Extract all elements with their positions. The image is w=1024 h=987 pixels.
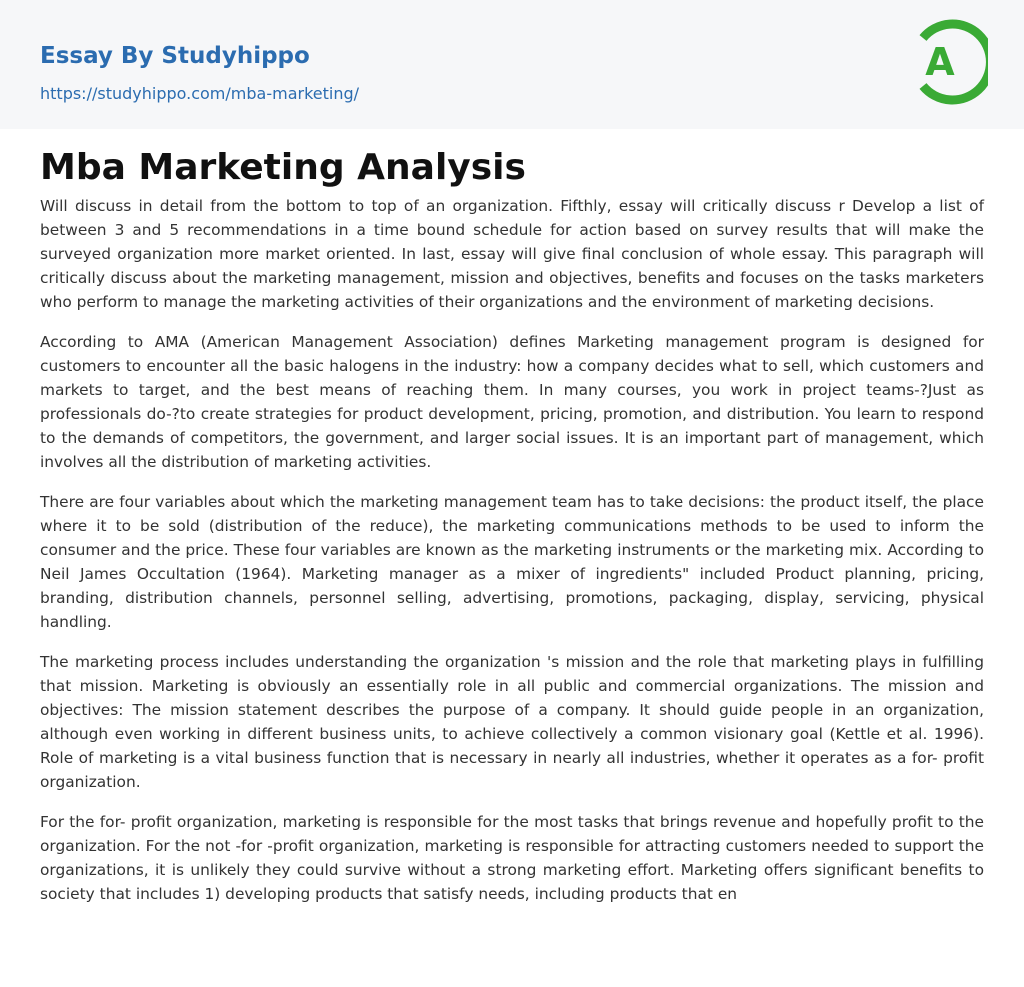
brand-title: Essay By Studyhippo bbox=[40, 43, 310, 69]
logo-letter: A bbox=[925, 40, 955, 84]
source-url-link[interactable]: https://studyhippo.com/mba-marketing/ bbox=[40, 84, 360, 103]
studyhippo-logo-icon[interactable] bbox=[912, 18, 988, 106]
essay-paragraph: Will discuss in detail from the bottom to top of an organization. Fifthly, essay will critically discuss r Develop a list of between 3 and 5 recommendations in a time bound schedule for action based on survey results that will make the surveyed organization more market oriented. In last, essay will give final conclusion of whole essay. This paragraph will critically discuss about the marketing management, mission and objectives, benefits and focuses on the tasks marketers who perform to manage the marketing activities of their organizations and the environment of marketing decisions. bbox=[40, 197, 984, 311]
essay-paragraph: The marketing process includes understanding the organization 's mission and the role that marketing plays in fulfilling that mission. Marketing is obviously an essentially role in all public and commercial organizations. The mission and objectives: The mission statement describes the purpose of a company. It should guide people in an organization, although even working in different business units, to achieve collectively a common visionary goal (Kettle et al. 1996). Role of marketing is a vital business function that is necessary in nearly all industries, whether it operates as a for- profit organization. bbox=[40, 653, 984, 791]
essay-paragraph: According to AMA (American Management Association) defines Marketing management program is designed for customers to encounter all the basic halogens in the industry: how a company decides what to sell, which customers and markets to target, and the best means of reaching them. In many courses, you work in project teams-?Just as professionals do-?to create strategies for product development, pricing, promotion, and distribution. You learn to respond to the demands of competitors, the government, and larger social issues. It is an important part of management, which involves all the distribution of marketing activities. bbox=[40, 333, 984, 471]
essay-body bbox=[40, 194, 984, 922]
page-title: Mba Marketing Analysis bbox=[40, 147, 526, 188]
essay-paragraph: There are four variables about which the marketing management team has to take decisions: the product itself, the place where it to be sold (distribution of the reduce), the marketing communications methods to be used to inform the consumer and the price. These four variables are known as the marketing instruments or the marketing mix. According to Neil James Occultation (1964). Marketing manager as a mixer of ingredients" included Product planning, pricing, branding, distribution channels, personnel selling, advertising, promotions, packaging, display, servicing, physical handling. bbox=[40, 493, 984, 631]
site-header bbox=[0, 0, 1024, 129]
essay-paragraph: For the for- profit organization, marketing is responsible for the most tasks that brings revenue and hopefully profit to the organization. For the not -for -profit organization, marketing is responsible for attracting customers needed to support the organizations, it is unlikely they could survive without a strong marketing effort. Marketing offers significant benefits to society that includes 1) developing products that satisfy needs, including products that en bbox=[40, 813, 984, 903]
